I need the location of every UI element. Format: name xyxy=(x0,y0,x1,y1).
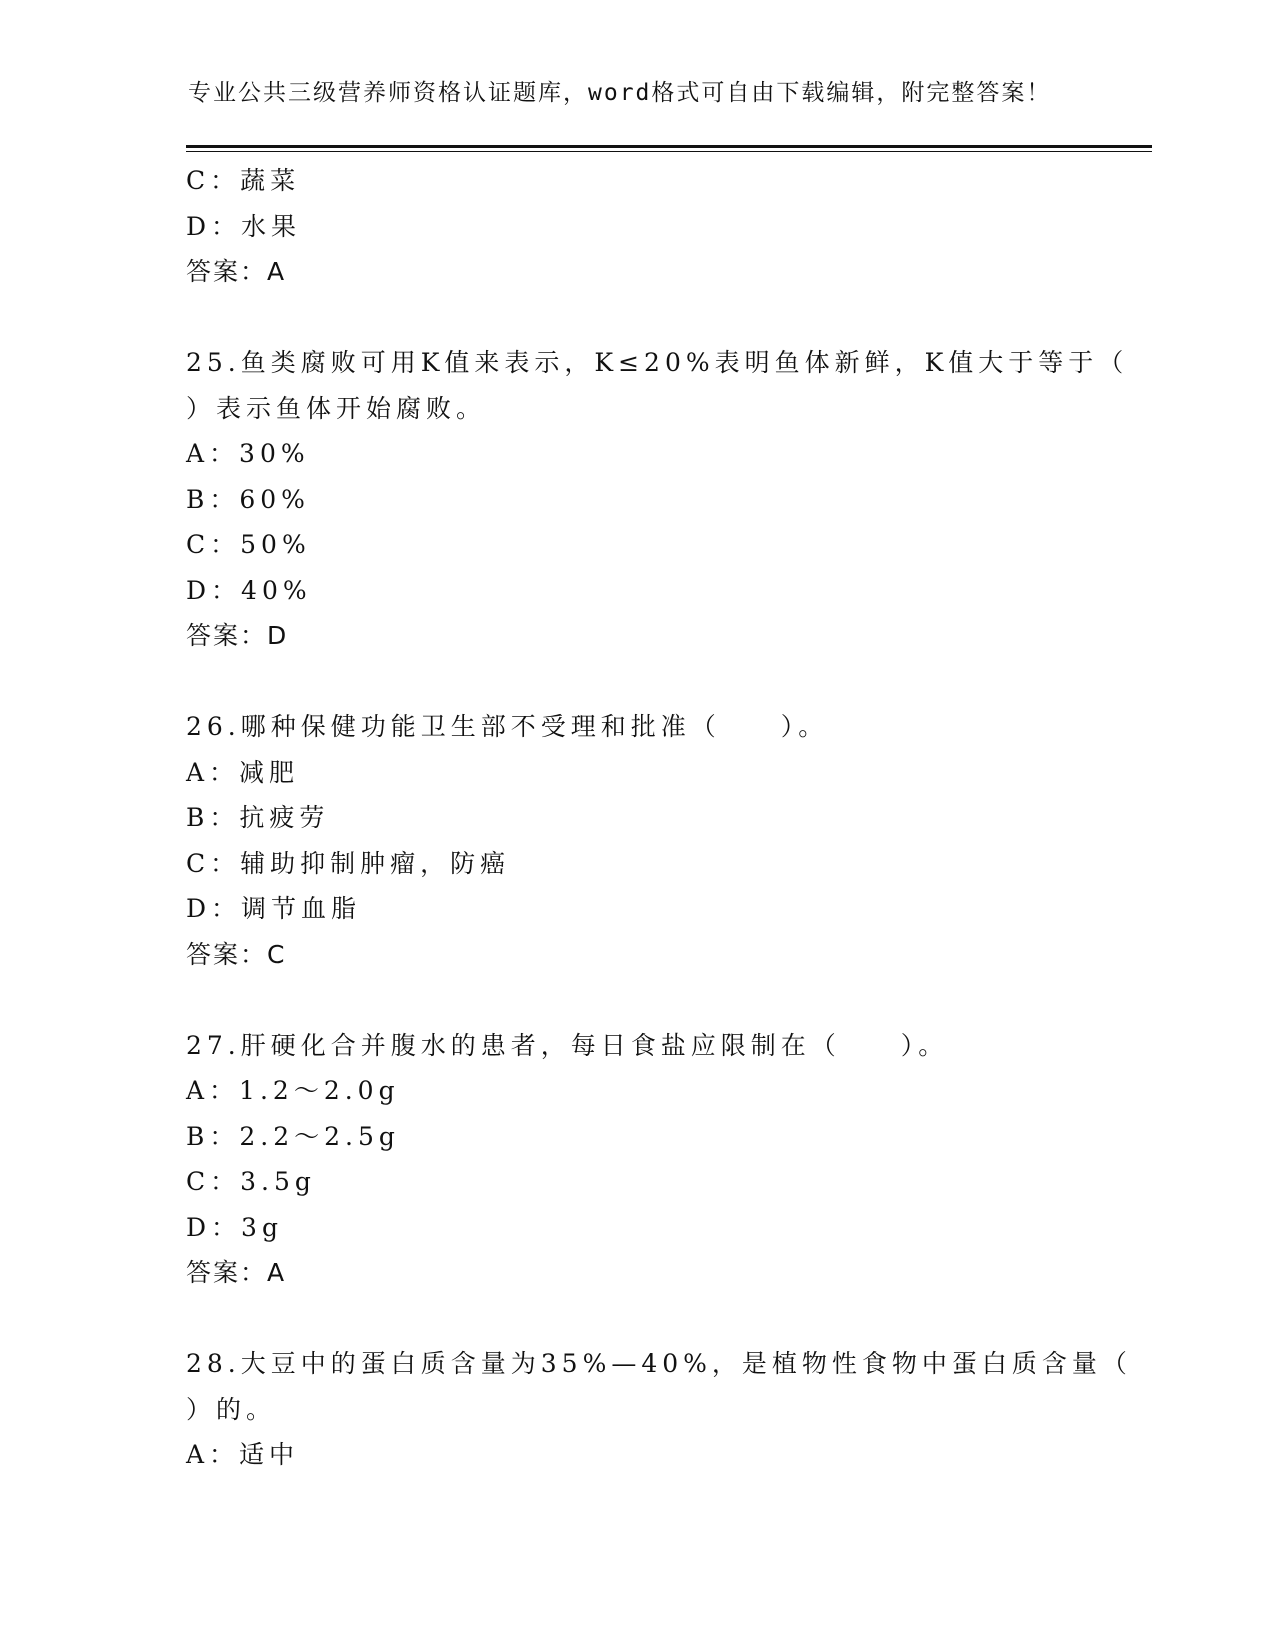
spacer xyxy=(186,295,1086,341)
question-27 xyxy=(186,1023,1086,1296)
answer-line: 答案：A xyxy=(186,1258,287,1287)
option-a: A：1.2～2.0g xyxy=(186,1076,400,1105)
answer-line: 答案：D xyxy=(186,621,289,650)
option-c: C：3.5g xyxy=(186,1167,316,1196)
question-28 xyxy=(186,1341,1132,1478)
option-d: D：水果 xyxy=(186,211,302,241)
option-a: A：减肥 xyxy=(186,757,300,787)
document-header: 专业公共三级营养师资格认证题库，word格式可自由下载编辑，附完整答案！ xyxy=(188,80,1052,106)
document-body xyxy=(186,158,1132,1478)
spacer xyxy=(186,977,1086,1023)
option-b: B：抗疲劳 xyxy=(186,803,330,832)
option-a: A：30% xyxy=(186,439,310,468)
option-c: C：蔬菜 xyxy=(186,166,301,195)
header-rule-thick xyxy=(186,145,1152,148)
option-b: B：60% xyxy=(186,484,310,514)
option-d: D：3g xyxy=(186,1212,283,1242)
question-stem: 25.鱼类腐败可用K值来表示，K≤20%表明鱼体新鲜，K值大于等于（ xyxy=(186,348,1129,377)
answer-line: 答案：A xyxy=(186,257,287,286)
answer-line: 答案：C xyxy=(186,939,287,969)
option-a: A：适中 xyxy=(186,1440,300,1469)
header-rule-thin xyxy=(186,151,1152,152)
option-b: B：2.2～2.5g xyxy=(186,1121,400,1151)
spacer xyxy=(186,659,1086,705)
question-stem: ）的。 xyxy=(186,1394,277,1424)
question-25 xyxy=(186,340,1129,659)
option-d: D：40% xyxy=(186,575,312,605)
question-stem: 26.哪种保健功能卫生部不受理和批准（ ）。 xyxy=(186,712,829,741)
question-24-continuation xyxy=(186,158,1086,295)
option-c: C：50% xyxy=(186,530,311,559)
question-stem: 27.肝硬化合并腹水的患者，每日食盐应限制在（ ）。 xyxy=(186,1030,949,1060)
option-d: D：调节血脂 xyxy=(186,894,362,923)
question-stem: ）表示鱼体开始腐败。 xyxy=(186,393,487,423)
option-c: C：辅助抑制肿瘤，防癌 xyxy=(186,848,511,878)
question-stem: 28.大豆中的蛋白质含量为35%—40%，是植物性食物中蛋白质含量（ xyxy=(186,1349,1132,1378)
spacer xyxy=(186,1296,1086,1342)
question-26 xyxy=(186,704,1086,977)
